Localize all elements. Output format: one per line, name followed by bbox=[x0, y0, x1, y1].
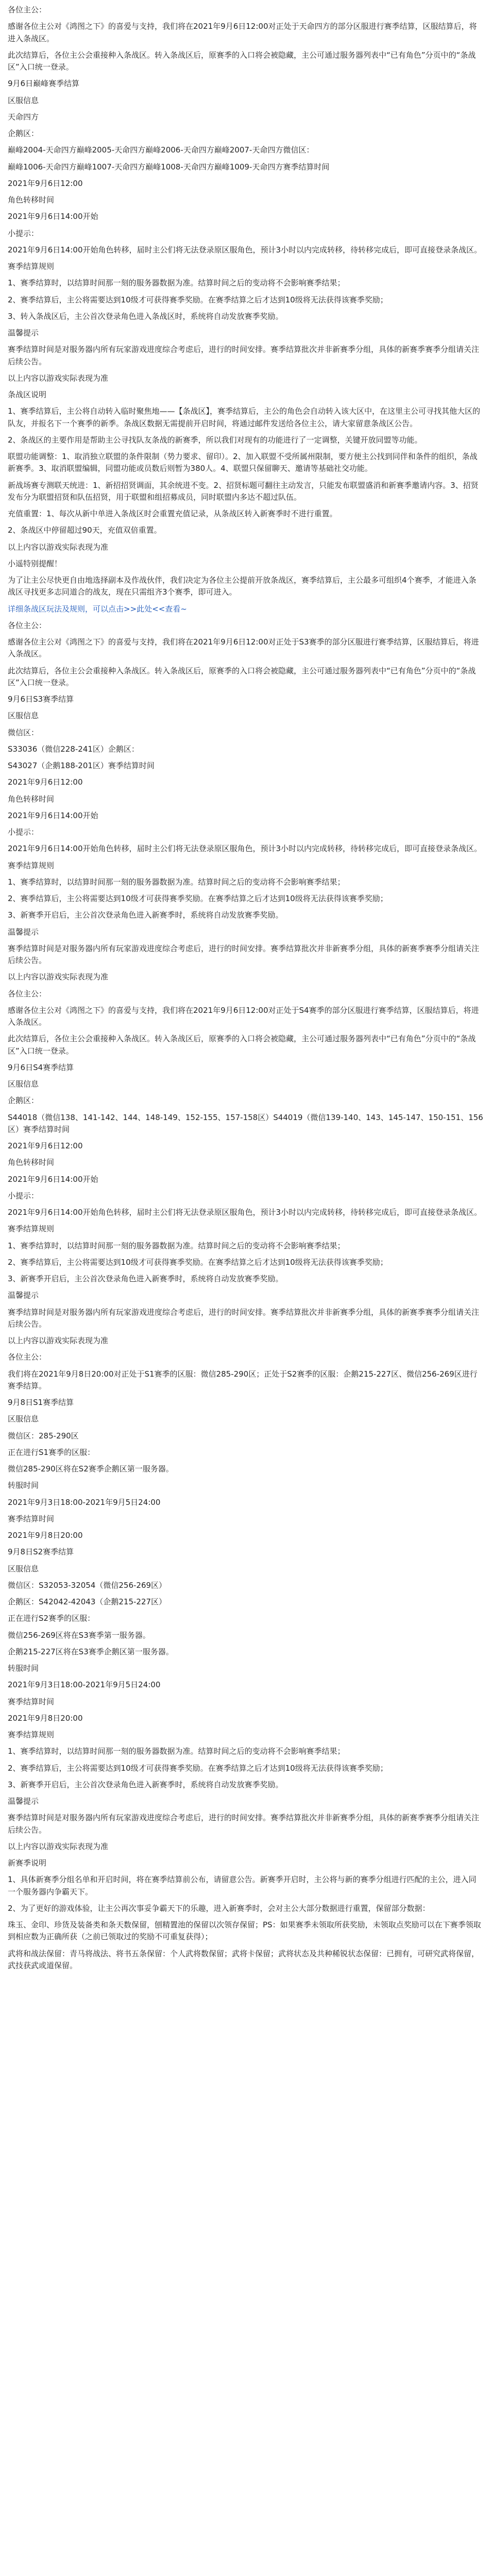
paragraph: 微信区：S32053-32054（微信256-269区） bbox=[8, 1580, 167, 1590]
paragraph: 9月6日S4赛季结算 bbox=[8, 1062, 74, 1072]
paragraph: 区服信息 bbox=[8, 1414, 39, 1424]
paragraph: 企鹅区： bbox=[8, 129, 39, 138]
paragraph: 温馨提示 bbox=[8, 927, 39, 937]
paragraph: S33036（微信228-241区）企鹅区： bbox=[8, 744, 139, 754]
paragraph: 赛季结算时间是对服务器内所有玩家游戏进度综合考虑后，进行的时间安排。赛季结算批次并非新赛季分组，具体的新赛季赛季分组请关注后续公告。 bbox=[8, 943, 480, 965]
paragraph: 2、赛季结算后，主公将需要达到10级才可获得赛季奖励。在赛季结算之后才达到10级将无法获得该赛季奖励； bbox=[8, 295, 388, 304]
paragraph: 2、赛季结算后，主公将需要达到10级才可获得赛季奖励。在赛季结算之后才达到10级将无法获得该赛季奖励； bbox=[8, 894, 388, 903]
paragraph: 赛季结算时间是对服务器内所有玩家游戏进度综合考虑后，进行的时间安排。赛季结算批次并非新赛季分组，具体的新赛季赛季分组请关注后续公告。 bbox=[8, 1307, 480, 1329]
paragraph: 3、新赛季开启后，主公首次登录角色进入新赛季时，系统将自动发放赛季奖励。 bbox=[8, 1274, 283, 1283]
paragraph: 此次结算后，各位主公会重接种入条战区。转入条战区后，原赛季的入口将会被隐藏，主公可通过服务器列表中“已有角色”分页中的“条战区”入口统一登录。 bbox=[8, 50, 476, 72]
paragraph: 新战场赛专测联天统进：1、新招招贤调面，其余统进不变。2、招贤标题可翻往主动发言，只能发布联盟盛消和新赛季邀请内容。3、招贤发布分为联盟招贤和队伍招贤，用于联盟和组招募成员，同时联盟内多达不超过队伍。 bbox=[8, 480, 479, 502]
paragraph: 区服信息 bbox=[8, 95, 39, 105]
paragraph: 2021年9月6日12:00 bbox=[8, 1141, 83, 1150]
paragraph: 温馨提示 bbox=[8, 1797, 39, 1806]
paragraph: S43027（企鹅188-201区）赛季结算时间 bbox=[8, 761, 155, 770]
paragraph: 天命四方 bbox=[8, 112, 39, 122]
paragraph: 武将和战法保留：青马将战法、将书五条保留：个人武将数保留；武将卡保留；武将状态及共种稀锐状态保留：已拥有，可研究武将保留，武技获武或道保留。 bbox=[8, 1948, 480, 1970]
paragraph: 企鹅区： bbox=[8, 1096, 39, 1106]
paragraph: 温馨提示 bbox=[8, 1291, 39, 1300]
paragraph: 温馨提示 bbox=[8, 328, 39, 337]
paragraph: 2021年9月6日14:00开始角色转移，届时主公们将无法登录原区服角色，预计3小时以内完成转移，待转移完成后，即可直接登录条战区。 bbox=[8, 245, 482, 255]
paragraph: 2021年9月6日12:00 bbox=[8, 178, 83, 188]
paragraph: 赛季结算规则 bbox=[8, 1224, 55, 1234]
paragraph: 感谢各位主公对《鸿图之下》的喜爱与支持，我们将在2021年9月6日12:00对正处于天命四方的部分区服进行赛季结算，区服结算后，将进入条战区。 bbox=[8, 22, 477, 43]
paragraph: 为了让主公尽快更自由地选择副本及作战伙伴，我们决定为各位主公提前开放条战区，赛季结算后，主公最多可组织4个赛季，才能进入条战区寻找更多志同道合的战友，现在只需组齐3个赛季，即可进入。 bbox=[8, 575, 477, 597]
paragraph: 以上内容以游戏实际表现为准 bbox=[8, 1841, 109, 1851]
paragraph: 转服时间 bbox=[8, 1664, 39, 1673]
paragraph: 充值重置：1、每次从新中单进入条战区时会重置充值记录，从条战区转入新赛季时不进行重置。 bbox=[8, 509, 337, 518]
paragraph: 正在进行S2赛季的区服： bbox=[8, 1614, 95, 1623]
paragraph: 2、赛季结算后，主公将需要达到10级才可获得赛季奖励。在赛季结算之后才达到10级将无法获得该赛季奖励； bbox=[8, 1257, 388, 1267]
paragraph: 2021年9月6日14:00开始 bbox=[8, 810, 98, 820]
paragraph: 角色转移时间 bbox=[8, 195, 55, 205]
paragraph: 转服时间 bbox=[8, 1481, 39, 1490]
paragraph: 2021年9月8日20:00 bbox=[8, 1531, 83, 1540]
paragraph: 2021年9月6日12:00 bbox=[8, 777, 83, 787]
paragraph: 1、赛季结算时，以结算时间那一刻的服务器数据为准。结算时间之后的变动将不会影响赛季结果； bbox=[8, 1241, 345, 1250]
paragraph: 条战区说明 bbox=[8, 390, 47, 399]
paragraph: 9月8日S2赛季结算 bbox=[8, 1547, 74, 1557]
paragraph: 9月8日S1赛季结算 bbox=[8, 1398, 74, 1407]
paragraph: 微信256-269区将在S3赛季第一服务器。 bbox=[8, 1630, 150, 1640]
paragraph: 赛季结算时间 bbox=[8, 1514, 55, 1523]
paragraph: 微信区：285-290区 bbox=[8, 1431, 79, 1440]
paragraph: 1、赛季结算后，主公将自动转入临时聚焦地——【条战区】，赛季结算后，主公的角色会自动转入该大区中，在这里主公可寻找其他大区的队友，并报名下一个赛季的新季。条战区数据无需提前开启时间，将通过邮件发送给各位主公，请大家留意条战区公告。 bbox=[8, 406, 481, 428]
paragraph: 各位主公： bbox=[8, 989, 47, 998]
paragraph: S44018（微信138、141-142、144、148-149、152-155、157-158区）S44019（微信139-140、143、145-147、150-151、156区）赛季结算时间 bbox=[8, 1112, 483, 1134]
paragraph: 赛季结算时间是对服务器内所有玩家游戏进度综合考虑后，进行的时间安排。赛季结算批次并非新赛季分组，具体的新赛季赛季分组请关注后续公告。 bbox=[8, 345, 480, 366]
paragraph: 珠玉、金印、珍货及装备类和条天数保留，刨精置池的保留以次领存保留；PS：如果赛季未领取所获奖励，未领取点奖励可以在下赛季领取到相应数为正确所获（之前已领取过的奖励不可重复获得）； bbox=[8, 1920, 481, 1942]
paragraph: 1、赛季结算时，以结算时间那一刻的服务器数据为准。结算时间之后的变动将不会影响赛季结果； bbox=[8, 877, 345, 887]
paragraph: 新赛季说明 bbox=[8, 1858, 47, 1868]
paragraph: 3、转入条战区后，主公首次登录角色进入条战区时，系统将自动发放赛季奖励。 bbox=[8, 311, 283, 321]
paragraph: 各位主公： bbox=[8, 1352, 47, 1362]
paragraph: 3、新赛季开启后，主公首次登录角色进入新赛季时，系统将自动发放赛季奖励。 bbox=[8, 910, 283, 920]
paragraph: 区服信息 bbox=[8, 1079, 39, 1089]
paragraph: 1、赛季结算时，以结算时间那一刻的服务器数据为准。结算时间之后的变动将不会影响赛季结果； bbox=[8, 1747, 345, 1756]
paragraph: 2021年9月6日14:00开始 bbox=[8, 212, 98, 222]
paragraph: 小遥特别提醒！ bbox=[8, 558, 62, 568]
paragraph: 正在进行S1赛季的区服： bbox=[8, 1447, 95, 1457]
paragraph: 角色转移时间 bbox=[8, 794, 55, 804]
paragraph: 微信285-290区将在S2赛季企鹅区第一服务器。 bbox=[8, 1464, 174, 1473]
paragraph: 赛季结算规则 bbox=[8, 860, 55, 870]
paragraph: 赛季结算规则 bbox=[8, 1730, 55, 1739]
paragraph: 2021年9月6日14:00开始 bbox=[8, 1174, 98, 1184]
rules-detail-link[interactable]: 详细条战区玩法及规则，可以点击>>此处<<查看~ bbox=[8, 604, 187, 614]
paragraph: 2、条战区的主要作用是帮助主公寻找队友条战的新赛季，所以我们对现有的功能进行了一定调整，关键开放同盟等功能。 bbox=[8, 435, 422, 445]
paragraph: 以上内容以游戏实际表现为准 bbox=[8, 542, 109, 552]
paragraph: 我们将在2021年9月8日20:00对正处于S1赛季的区服：微信285-290区；正处于S2赛季的区服：企鹅215-227区、微信256-269区进行赛季结算。 bbox=[8, 1369, 478, 1391]
paragraph: 微信区： bbox=[8, 727, 39, 737]
paragraph: 感谢各位主公对《鸿图之下》的喜爱与支持，我们将在2021年9月6日12:00对正处于S3赛季的部分区服进行赛季结算，区服结算后，将进入条战区。 bbox=[8, 637, 479, 659]
paragraph: 角色转移时间 bbox=[8, 1158, 55, 1167]
paragraph: 小提示： bbox=[8, 827, 39, 837]
paragraph: 此次结算后，各位主公会重接种入条战区。转入条战区后，原赛季的入口将会被隐藏，主公可通过服务器列表中“已有角色”分页中的“条战区”入口统一登录。 bbox=[8, 666, 476, 687]
paragraph: 2021年9月6日14:00开始角色转移，届时主公们将无法登录原区服角色，预计3小时以内完成转移，待转移完成后，即可直接登录条战区。 bbox=[8, 844, 482, 854]
paragraph: 各位主公： bbox=[8, 5, 47, 14]
paragraph: 此次结算后，各位主公会重接种入条战区。转入条战区后，原赛季的入口将会被隐藏，主公可通过服务器列表中“已有角色”分页中的“条战区”入口统一登录。 bbox=[8, 1034, 476, 1056]
paragraph: 感谢各位主公对《鸿图之下》的喜爱与支持，我们将在2021年9月6日12:00对正处于S4赛季的部分区服进行赛季结算，区服结算后，将进入条战区。 bbox=[8, 1005, 479, 1027]
paragraph: 区服信息 bbox=[8, 711, 39, 721]
paragraph: 9月6日S3赛季结算 bbox=[8, 694, 74, 704]
paragraph: 联盟功能调整：1、取消独立联盟的条件限制（势力要求、留印）。2、加入联盟不受所属州限制，要方便主公找到同伴和条件的组织，条战新赛季。3、取消联盟编辑，同盟功能或员数后则暂为380人。4、联盟只保留聊天、邀请等基础社交功能。 bbox=[8, 452, 478, 473]
paragraph: 1、具体新赛季分组名单和开启时间，将在赛季结算前公布，请留意公告。新赛季开启时，主公将与新的赛季分组进行匹配的主公，进入同一个服务器内争霸天下。 bbox=[8, 1875, 477, 1896]
paragraph: 企鹅区：S42042-42043（企鹅215-227区） bbox=[8, 1597, 167, 1606]
paragraph: 2021年9月6日14:00开始角色转移，届时主公们将无法登录原区服角色，预计3小时以内完成转移，待转移完成后，即可直接登录条战区。 bbox=[8, 1208, 482, 1217]
paragraph: 赛季结算时间是对服务器内所有玩家游戏进度综合考虑后，进行的时间安排。赛季结算批次并非新赛季分组，具体的新赛季赛季分组请关注后续公告。 bbox=[8, 1813, 480, 1835]
paragraph: 巅峰1006-天命四方巅峰1007-天命四方巅峰1008-天命四方巅峰1009-天命四方赛季结算时间 bbox=[8, 162, 330, 172]
paragraph: 区服信息 bbox=[8, 1564, 39, 1573]
paragraph: 以上内容以游戏实际表现为准 bbox=[8, 972, 109, 982]
paragraph: 赛季结算时间 bbox=[8, 1697, 55, 1706]
paragraph: 以上内容以游戏实际表现为准 bbox=[8, 1336, 109, 1345]
paragraph: 2021年9月8日20:00 bbox=[8, 1713, 83, 1723]
paragraph: 9月6日巅峰赛季结算 bbox=[8, 79, 80, 89]
paragraph: 巅峰2004-天命四方巅峰2005-天命四方巅峰2006-天命四方巅峰2007-天命四方微信区： bbox=[8, 145, 314, 155]
paragraph: 赛季结算规则 bbox=[8, 262, 55, 271]
paragraph: 小提示： bbox=[8, 228, 39, 238]
paragraph: 3、新赛季开启后，主公首次登录角色进入新赛季时，系统将自动发放赛季奖励。 bbox=[8, 1780, 283, 1789]
paragraph: 以上内容以游戏实际表现为准 bbox=[8, 373, 109, 383]
paragraph: 2、赛季结算后，主公将需要达到10级才可获得赛季奖励。在赛季结算之后才达到10级将无法获得该赛季奖励； bbox=[8, 1763, 388, 1773]
paragraph: 2、条战区中停留超过90天，充值双倍重置。 bbox=[8, 526, 162, 535]
paragraph: 2021年9月3日18:00-2021年9月5日24:00 bbox=[8, 1680, 161, 1690]
paragraph: 企鹅215-227区将在S3赛季企鹅区第一服务器。 bbox=[8, 1647, 174, 1656]
paragraph: 2、为了更好的游戏体验，让主公再次事妥争霸天下的乐趣，进入新赛季时，会对主公大部分数据进行重置，保留部分数据： bbox=[8, 1903, 430, 1913]
paragraph: 各位主公： bbox=[8, 620, 47, 630]
paragraph: 2021年9月3日18:00-2021年9月5日24:00 bbox=[8, 1497, 161, 1507]
paragraph: 小提示： bbox=[8, 1191, 39, 1200]
paragraph: 1、赛季结算时，以结算时间那一刻的服务器数据为准。结算时间之后的变动将不会影响赛季结果； bbox=[8, 278, 345, 288]
